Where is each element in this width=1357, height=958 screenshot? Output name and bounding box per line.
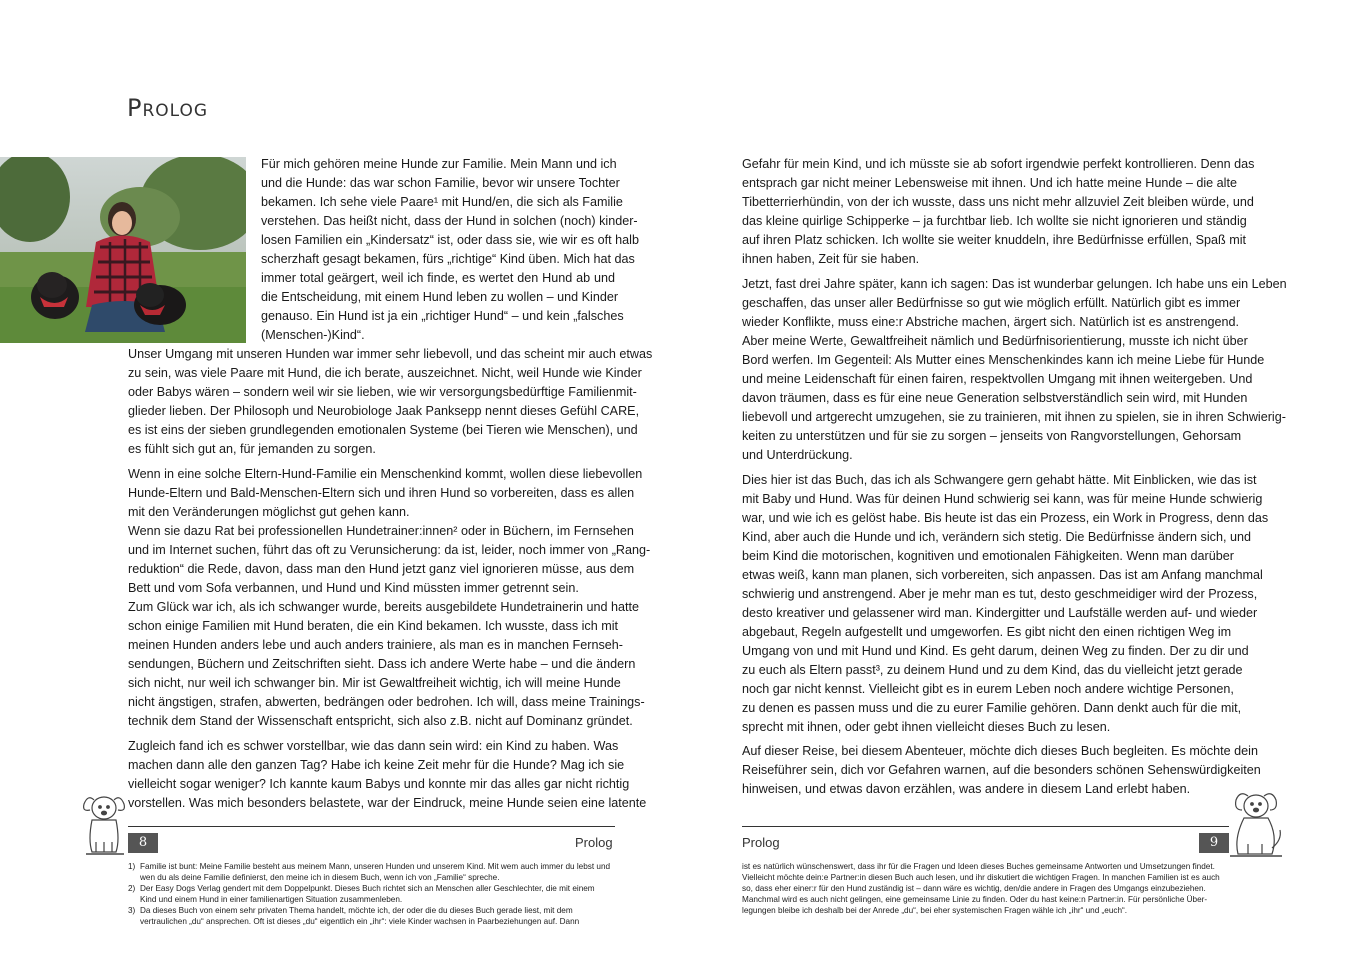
text-line: keiten zu unterstützen und für sie zu sorgen – jenseits von Rangvorstellungen, Gehorsam	[742, 429, 1242, 443]
footnote-line: ist es natürlich wünschenswert, dass ihr für die Fragen und Ideen dieses Buches gemeinsame Antworten und Umsetzungen findet.	[742, 862, 1215, 871]
text-line: das kleine quirlige Schipperke – ja furchtbar lieb. Ich wollte sie nicht ignorieren und ständig	[742, 214, 1247, 228]
text-line: Zum Glück war ich, als ich schwanger wurde, bereits ausgebildete Hundetrainerin und hatte	[128, 600, 640, 614]
text-line: Zugleich fand ich es schwer vorstellbar, wie das dann sein wird: ein Kind zu haben. Was	[128, 739, 619, 753]
text-line: Jetzt, fast drei Jahre später, kann ich sagen: Das ist wunderbar gelungen. Ich habe uns ein Leben	[742, 277, 1287, 291]
text-line: mit den Veränderungen möglichst gut gehen kann.	[128, 505, 410, 519]
text-line: vielleicht sogar weniger? Ich kannte kaum Babys und konnte mir das alles gar nicht richtig	[128, 777, 630, 791]
footnote-line	[128, 894, 610, 905]
text-line: desto kreativer und gelassener wird man. Kindergitter und Laufställe werden auf- und wieder	[742, 606, 1258, 620]
text-line: ihnen haben, Zeit für sie haben.	[742, 252, 920, 266]
left-paragraph-1	[128, 345, 653, 459]
text-line: mit Baby und Hund. Was für deinen Hund schwierig sei kann, was für meine Hunde schwierig	[742, 492, 1263, 506]
text-line: auf ihren Platz schicken. Ich wollte sie weiter knuddeln, ihre Bedürfnisse erfüllen, Spaß mit	[742, 233, 1246, 247]
footer-rule-right	[742, 826, 1229, 827]
text-line: scherzhaft gesagt bekamen, fürs „richtige“ Kind üben. Mich hat das	[261, 252, 635, 266]
footnote-text: wen du als deine Familie definierst, den meine ich in diesem Buch, wenn ich von „Familie“ spreche.	[140, 873, 500, 882]
text-line: und meine Leidenschaft für einen fairen, respektvollen Umgang mit ihnen weitergeben. Und	[742, 372, 1253, 386]
footnote-number: 2)	[128, 884, 136, 893]
text-line: sich nicht, nur weil ich schwanger bin. Mir ist Gewaltfreiheit wichtig, ich will meine Hunde	[128, 676, 621, 690]
text-line: Aber meine Werte, Gewaltfreiheit nämlich und Bedürfnisorientierung, musste ich nicht über	[742, 334, 1248, 348]
text-line: bekamen. Ich sehe viele Paare¹ mit Hund/en, die sich als Familie	[261, 195, 623, 209]
text-line: zu sein, was viele Paare mit Hund, die ich berate, auszeichnet. Nicht, weil Hunde wie Kinder	[128, 366, 642, 380]
text-line: (Menschen-)Kind“.	[261, 328, 365, 342]
text-line: war, und wie ich es gelöst habe. Bis heute ist das ein Prozess, ein Work in Progress, denn das	[742, 511, 1269, 525]
intro-paragraph	[261, 155, 639, 345]
footnote-line: so, dass eher einer:r für den Hund zuständig ist – dann wäre es wichtig, den/die andere in Fragen des Umgangs einzubeziehen.	[742, 884, 1206, 893]
text-line: davon träumen, dass es für eine neue Generation selbstverständlich sein wird, mit Hunden	[742, 391, 1248, 405]
text-line: Dies hier ist das Buch, das ich als Schwangere gern gehabt hätte. Mit Einblicken, wie das ist	[742, 473, 1257, 487]
text-line: schwierig und anstrengend. Aber je mehr man es tut, desto geschmeidiger wird der Prozess,	[742, 587, 1258, 601]
dog-illustration-left	[80, 790, 128, 856]
right-paragraph-3	[742, 471, 1269, 737]
right-paragraph-1	[742, 155, 1255, 269]
footnote-line: legungen bleibe ich deshalb bei der Anrede „du“, bei eher systemischen Fragen wähle ich „ihr“ und „euch“.	[742, 906, 1128, 915]
text-line: Hunde-Eltern und Bald-Menschen-Eltern sich und ihren Hund so vorbereiten, dass es allen	[128, 486, 635, 500]
footnote-text: Der Easy Dogs Verlag gendert mit dem Doppelpunkt. Dieses Buch richtet sich an Menschen aller Geschlechter, die mit einem	[140, 884, 595, 893]
footnote-line	[128, 883, 610, 894]
text-line: Reiseführer sein, dich vor Gefahren warnen, auf die besonders schönen Sehenswürdigkeiten	[742, 763, 1261, 777]
text-line: und Unterdrückung.	[742, 448, 853, 462]
text-line: oder Babys wären – sondern weil wir sie lieben, wie wir versorgungsbedürftige Familienmit-	[128, 385, 637, 399]
text-line: verstehen. Das heißt nicht, dass der Hund in solchen (noch) kinder-	[261, 214, 638, 228]
text-line: es ist eins der sieben grundlegenden emotionalen Systeme (bei Tieren wie Menschen), und	[128, 423, 638, 437]
left-paragraph-3	[128, 737, 647, 813]
running-head-right: Prolog	[742, 835, 780, 850]
footnote-continuation-right	[742, 861, 1220, 916]
footnote-text: Kind und einem Hund in einer familienartigen Situation zusammenleben.	[140, 895, 403, 904]
text-line: genauso. Ein Hund ist ja ein „richtiger Hund“ – und kein „falsches	[261, 309, 624, 323]
text-line: nicht ängstigen, strafen, abwerten, bedrängen oder bedrohen. Ich will, dass meine Trainings-	[128, 695, 645, 709]
text-line: immer total geärgert, weil ich finde, es wertet den Hund ab und	[261, 271, 615, 285]
text-line: hinweisen, und etwas davon erzählen, was andere in diesem Land erlebt haben.	[742, 782, 1191, 796]
text-line: Wenn in eine solche Eltern-Hund-Familie ein Menschenkind kommt, wollen diese liebevollen	[128, 467, 643, 481]
text-line: losen Familien ein „Kindersatz“ ist, oder dass sie, wie wir es oft halb	[261, 233, 639, 247]
footnote-text: Familie ist bunt: Meine Familie besteht aus meinem Mann, unseren Hunden und unserem Kind. Mit wem auch immer du lebst und	[140, 862, 611, 871]
text-line: liebevoll und artgerecht umzugehen, sie zu trainieren, mit ihnen zu spielen, sie in ihren Schwierig-	[742, 410, 1286, 424]
text-line: sprecht mit ihnen, oder gebt ihnen vielleicht dieses Buch zu lesen.	[742, 720, 1111, 734]
text-line: die Entscheidung, mit einem Hund leben zu wollen – und Kinder	[261, 290, 619, 304]
footnotes-left	[128, 861, 610, 927]
text-line: Bord werfen. Im Gegenteil: Als Mutter eines Menschenkindes kann ich meine Liebe für Hunde	[742, 353, 1265, 367]
text-line: Umgang von und mit Hund und Kind. Es geht darum, deinen Weg zu finden. Der zu dir und	[742, 644, 1249, 658]
text-line: Für mich gehören meine Hunde zur Familie. Mein Mann und ich	[261, 157, 617, 171]
text-line: und die Hunde: das war schon Familie, bevor wir unsere Tochter	[261, 176, 620, 190]
running-head-left: Prolog	[575, 835, 613, 850]
text-line: abgebaut, Regeln aufgestellt und umgeworfen. Es gibt nicht den einen richtigen Weg im	[742, 625, 1232, 639]
text-line: sendungen, Büchern und Zeitschriften sieht. Dass ich andere Werte habe – und die ändern	[128, 657, 636, 671]
right-paragraph-2	[742, 275, 1287, 465]
text-line: Wenn sie dazu Rat bei professionellen Hundetrainer:innen² oder in Büchern, im Fernsehen	[128, 524, 634, 538]
footnote-number: 3)	[128, 906, 136, 915]
text-line: reduktion“ die Rede, davon, dass man den Hund jetzt ganz viel ignorieren müsse, aus dem	[128, 562, 635, 576]
dog-illustration-right	[1226, 790, 1284, 860]
text-line: etwas weiß, kann man planen, sich vorbereiten, sich anpassen. Das ist am Anfang manchmal	[742, 568, 1263, 582]
text-line: wieder Konflikte, muss eine:r Abstriche machen, ärgert sich. Natürlich ist es anstrengend.	[742, 315, 1239, 329]
footnote-text: Da dieses Buch von einem sehr privaten Thema handelt, möchte ich, der oder die du dieses Buch gerade liest, mit dem	[140, 906, 573, 915]
footer-rule-left	[128, 826, 615, 827]
text-line: Tibetterrierhündin, von der ich wusste, dass uns nicht mehr allzuviel Zeit bleiben würde, und	[742, 195, 1254, 209]
text-line: vorstellen. Was mich besonders belastete, war der Eindruck, meine Hunde seien eine latente	[128, 796, 647, 810]
footnote-line	[128, 916, 610, 927]
text-line: Gefahr für mein Kind, und ich müsste sie ab sofort irgendwie perfekt kontrollieren. Denn das	[742, 157, 1255, 171]
text-line: es fühlt sich gut an, für jemanden zu sorgen.	[128, 442, 376, 456]
text-line: machen dann alle den ganzen Tag? Habe ich keine Zeit mehr für die Hunde? Mag ich sie	[128, 758, 625, 772]
text-line: Kind, aber auch die Hunde und ich, verändern sich stetig. Die Bedürfnisse ändern sich, und	[742, 530, 1251, 544]
page-number-right: 9	[1199, 833, 1229, 853]
text-line: entsprach gar nicht meiner Lebensweise mit ihnen. Und ich hatte meine Hunde – die alte	[742, 176, 1237, 190]
photo-woman-with-dogs	[0, 157, 246, 343]
text-line: meinen Hunden anders lebe und auch anders trainiere, als man es in manchen Fernseh-	[128, 638, 623, 652]
chapter-title: Prolog	[127, 94, 209, 122]
text-line: zu euch als Eltern passt³, zu deinem Hund und zu dem Kind, das du vielleicht jetzt gerade	[742, 663, 1243, 677]
text-line: technik dem Stand der Wissenschaft entspricht, sich also z.B. nicht auf Dominanz gründet.	[128, 714, 633, 728]
right-paragraph-4	[742, 742, 1261, 799]
text-line: Auf dieser Reise, bei diesem Abenteuer, möchte dich dieses Buch begleiten. Es möchte dein	[742, 744, 1258, 758]
footnote-line: Manchmal wird es auch nicht gelingen, eine gemeinsame Linie zu finden. Oder du hast keine:n Partner:in. Für persönliche Über-	[742, 895, 1208, 904]
page-number-left: 8	[128, 833, 158, 853]
footnote-number: 1)	[128, 862, 136, 871]
footnote-line	[128, 905, 610, 916]
footnote-line	[128, 861, 610, 872]
text-line: zu denen es passen muss und die zu eurer Familie gehören. Dann denkt auch für die mit,	[742, 701, 1242, 715]
text-line: und im Internet suchen, führt das oft zu Verunsicherung: da ist, leider, noch immer von „Rang-	[128, 543, 651, 557]
text-line: noch gar nicht kennst. Vielleicht gibt es in eurem Leben noch andere wichtige Personen,	[742, 682, 1234, 696]
text-line: geschaffen, das unser aller Bedürfnisse so gut wie möglich erfüllt. Natürlich gibt es immer	[742, 296, 1241, 310]
footnote-line: Vielleicht möchte dein:e Partner:in diesen Buch auch lesen, und ihr diskutiert die wichtigen Fragen. In manchen Familien ist es auch	[742, 873, 1220, 882]
text-line: Unser Umgang mit unseren Hunden war immer sehr liebevoll, und das scheint mir auch etwas	[128, 347, 653, 361]
text-line: Bett und vom Sofa verbannen, und Hund und Kind müssten immer getrennt sein.	[128, 581, 579, 595]
footnote-text: vertraulichen „du“ ansprechen. Oft ist dieses „du“ eigentlich ein „ihr“: viele Kinder wachsen in Paarbeziehungen auf. Dann	[140, 917, 580, 926]
text-line: glieder lieben. Der Philosoph und Neurobiologe Jaak Panksepp nennt dieses Gefühl CARE,	[128, 404, 640, 418]
left-paragraph-2	[128, 465, 651, 731]
text-line: schon einige Familien mit Hund beraten, die ein Kind bekamen. Ich wusste, dass ich mit	[128, 619, 619, 633]
photo-image	[0, 157, 246, 343]
text-line: beim Kind die motorischen, kognitiven und emotionalen Fähigkeiten. Wenn man darüber	[742, 549, 1234, 563]
footnote-line	[128, 872, 610, 883]
